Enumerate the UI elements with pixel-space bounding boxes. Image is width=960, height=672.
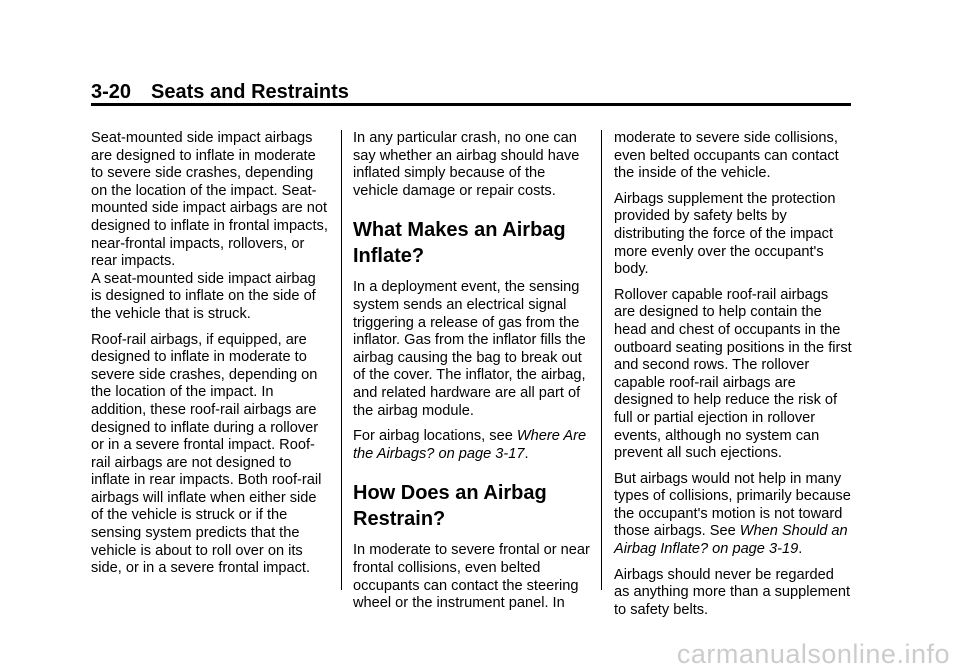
paragraph: Roof-rail airbags, if equipped, are designed to inflate in moderate to severe side crashes, depending on the location of the impact. In addition, these roof-rail airbags are designed to inflate during a rollover or in a severe frontal impact. Roof-rail airbags are not designed to inflate in rear impacts. Both roof-rail airbags will inflate when either side of the vehicle is struck or if the sensing system predicts that the vehicle is about to roll over on its side, or in a severe frontal impact. [91, 331, 322, 577]
section-title: Seats and Restraints [151, 81, 349, 103]
cross-reference-link[interactable]: When Should an Airbag Inflate? on page 3-19 [614, 523, 848, 558]
text: . [524, 445, 529, 462]
text: . [798, 541, 803, 558]
text: For airbag locations, see [353, 428, 517, 445]
column-3 [614, 130, 852, 627]
header-title [91, 78, 851, 106]
page-header [91, 78, 851, 106]
page-number: 3-20 [91, 81, 132, 103]
paragraph: In moderate to severe frontal or near frontal collisions, even belted occupants can contact the steering wheel or the instrument panel. In [353, 542, 590, 612]
paragraph: A seat-mounted side impact airbag is designed to inflate on the side of the vehicle that is struck. [91, 270, 316, 322]
column-divider [341, 130, 342, 590]
paragraph [614, 471, 852, 559]
paragraph: In any particular crash, no one can say whether an airbag should have inflated simply because of the vehicle damage or repair costs. [353, 130, 580, 199]
text: But airbags would not help in many types of collisions, primarily because the occupant's motion is not toward those airbags. See [614, 470, 851, 540]
column-2 [353, 130, 591, 621]
watermark: carmanualsonline.info [676, 639, 950, 669]
cross-reference-link[interactable]: Where Are the Airbags? on page 3-17 [353, 428, 587, 462]
header-rule [91, 103, 851, 106]
paragraph: Airbags supplement the protection provided by safety belts by distributing the force of the impact more evenly over the occupant's body. [614, 190, 836, 278]
section-heading: What Makes an Airbag Inflate? [353, 219, 566, 268]
column-1 [91, 130, 329, 586]
column-divider [601, 130, 602, 590]
paragraph: Seat-mounted side impact airbags are designed to inflate in moderate to severe side crashes, depending on the location of the impact. Seat-mounted side impact airbags are not designed to inflate in frontal impacts, near-frontal impacts, rollovers, or rear impacts. [91, 130, 328, 270]
paragraph: moderate to severe side collisions, even belted occupants can contact the inside of the vehicle. [614, 130, 839, 182]
paragraph: In a deployment event, the sensing system sends an electrical signal triggering a release of gas from the inflator. Gas from the inflator fills the airbag causing the bag to break out of the cover. The inflator, the airbag, and related hardware are all part of the airbag module. [353, 279, 586, 419]
paragraph: Airbags should never be regarded as anything more than a supplement to safety belts. [614, 566, 851, 618]
section-heading: How Does an Airbag Restrain? [353, 482, 547, 531]
paragraph: Rollover capable roof-rail airbags are designed to help contain the head and chest of occupants in the outboard seating positions in the first and second rows. The rollover capable roof-rail airbags are designed to help reduce the risk of full or partial ejection in rollover events, although no system can prevent all such ejections. [614, 286, 852, 462]
paragraph [353, 428, 591, 463]
